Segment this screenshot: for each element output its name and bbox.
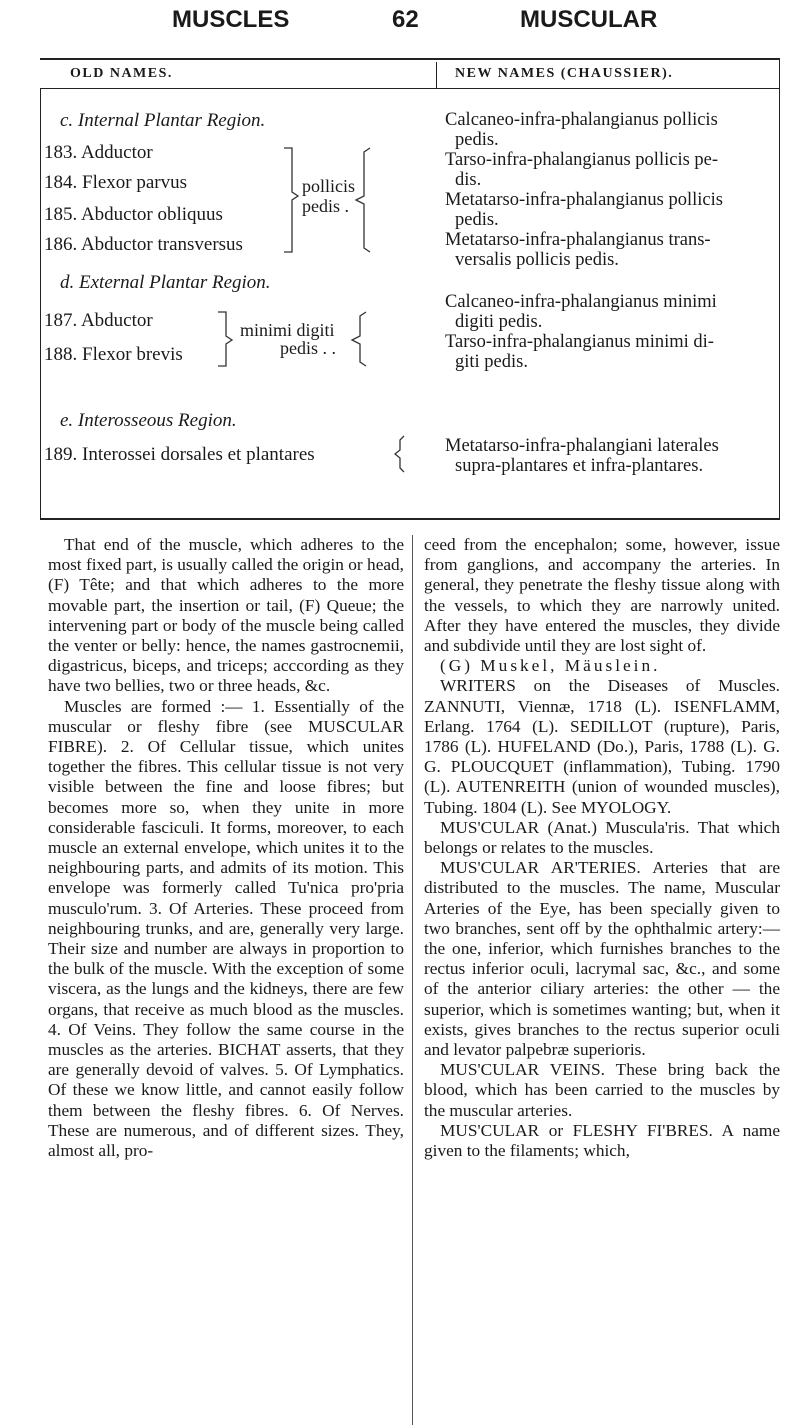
entry-189: 189. Interossei dorsales et plantares <box>44 444 315 465</box>
new-name-line: Calcaneo-infra-phalangianus minimi <box>445 292 717 312</box>
brace-group-c <box>278 144 378 256</box>
group-label-pedis: pedis . <box>302 196 349 216</box>
page-header <box>0 6 800 50</box>
right-column <box>424 535 780 1161</box>
body-columns <box>48 535 778 1425</box>
table-right-rule <box>779 58 780 518</box>
column-divider <box>412 535 413 1425</box>
entry-muscular-fibres: MUS'CULAR or FLESHY FI'BRES. A name given to the filaments; which, <box>424 1120 780 1161</box>
brace-group-d <box>212 310 372 370</box>
section-title-internal-plantar: c. Internal Plantar Region. <box>60 110 266 131</box>
entry-186: 186. Abductor transversus <box>44 234 243 255</box>
new-name-line: Metatarso-infra-phalangianus pollicis <box>445 190 723 210</box>
entry-muscular: MUS'CULAR (Anat.) Muscula'ris. That which belongs or relates to the muscles. <box>424 817 780 858</box>
section-title-external-plantar: d. External Plantar Region. <box>60 272 271 293</box>
new-names-interosseous <box>445 436 775 476</box>
new-names-header: NEW NAMES (CHAUSSIER). <box>455 66 674 81</box>
group-label-minimi-digiti: minimi digiti <box>240 320 335 340</box>
old-names-header: OLD NAMES. <box>70 66 173 81</box>
entry-muscular-veins: MUS'CULAR VEINS. These bring back the blood, which has been carried to the muscles by the muscular arteries. <box>424 1060 780 1120</box>
brace-group-e <box>392 434 408 474</box>
new-name-line: pedis. <box>455 210 499 230</box>
entry-187: 187. Abductor <box>44 310 153 331</box>
running-head-left: MUSCLES <box>172 6 290 33</box>
table-left-rule <box>40 88 41 518</box>
names-table <box>40 58 780 520</box>
new-name-line: Tarso-infra-phalangianus minimi di- <box>445 332 714 352</box>
table-head-rule <box>40 88 780 89</box>
new-names-internal-plantar <box>445 110 775 270</box>
new-name-line: digiti pedis. <box>455 312 543 332</box>
paragraph: That end of the muscle, which adheres to the most fixed part, is usually called the origin or head, (F) Tête; and that which adheres to the more movable part, the insertion or tail, (F) Queue; the intervening part or body of the muscle being called the venter or belly: hence, the names gastrocnemii, digastricus, biceps, and triceps; acccording as they have two bellies, two or three heads, &c. <box>48 535 404 696</box>
new-name-line: Metatarso-infra-phalangianus trans- <box>445 230 711 250</box>
entry-188: 188. Flexor brevis <box>44 344 183 365</box>
entry-184: 184. Flexor parvus <box>44 172 188 193</box>
paragraph: Muscles are formed :— 1. Essentially of the muscular or fleshy fibre (see MUSCULAR FIBRE). 2. Of Cellular tissue, which unites together the fibres. This cellular tissue is not very visible between the fine and loose fibres; but becomes more so, when they unite in more considerable fasciculi. It forms, moreover, to each muscle an external envelope, which unites it to the neighbouring parts, and admits of its motion. This envelope was formerly called Tu'nica pro'pria musculo'rum. 3. Of Arteries. These proceed from neighbouring trunks, and are, generally very large. Their size and number are always in proportion to the bulk of the muscle. With the exception of some viscera, as the lungs and the kidneys, there are few organs, that receive as much blood as the muscles. 4. Of Veins. They follow the same course in the muscles as the arteries. BICHAT asserts, that they are generally devoid of valves. 5. Of Lymphatics. Of these we know little, and cannot easily follow them between the fleshy fibres. 6. Of Nerves. These are numerous, and of different sizes. They, almost all, pro- <box>48 696 404 1161</box>
new-name-line: giti pedis. <box>455 352 528 372</box>
entry-183: 183. Adductor <box>44 142 153 163</box>
entry-muscular-arteries: MUS'CULAR AR'TERIES. Arteries that are distributed to the muscles. The name, Muscular Arteries of the Eye, has been specially given to two branches, sent off by the ophthalmic artery:— the one, inferior, which furnishes branches to the rectus inferior oculi, lacrymal sac, &c., and some of the anterior ciliary arteries: the other — the superior, which is sometimes wanting; but, when it exists, gives branches to the rectus superior oculi and levator palpebræ superioris. <box>424 858 780 1060</box>
paragraph: ceed from the encephalon; some, however, issue from ganglions, and accompany the arteries. In general, they penetrate the fleshy tissue along with the vessels, to which they are narrowly united. After they have entered the muscles, they divide and subdivide until they are lost sight of. <box>424 535 780 656</box>
new-name-line: Metatarso-infra-phalangiani laterales <box>445 436 719 456</box>
new-names-external-plantar <box>445 292 775 372</box>
group-label-pollicis: pollicis <box>302 176 355 196</box>
entry-185: 185. Abductor obliquus <box>44 204 223 225</box>
page-number: 62 <box>392 6 419 33</box>
running-head-right: MUSCULAR <box>520 6 658 33</box>
new-name-line: Calcaneo-infra-phalangianus pollicis <box>445 110 718 130</box>
group-label-pedis-d: pedis . . <box>280 338 336 358</box>
table-bottom-rule <box>40 518 780 520</box>
new-name-line: dis. <box>455 170 482 190</box>
new-name-line: pedis. <box>455 130 499 150</box>
left-column <box>48 535 404 1161</box>
table-head-divider <box>436 62 437 88</box>
new-name-line: Tarso-infra-phalangianus pollicis pe- <box>445 150 719 170</box>
new-name-line: supra-plantares et infra-plantares. <box>455 456 704 476</box>
paragraph-german: (G) Muskel, Mäuslein. <box>440 656 661 676</box>
section-title-interosseous: e. Interosseous Region. <box>60 410 237 431</box>
new-name-line: versalis pollicis pedis. <box>455 250 619 270</box>
paragraph-writers: WRITERS on the Diseases of Muscles. ZANNUTI, Viennæ, 1718 (L). ISENFLAMM, Erlang. 1764 (L). SEDILLOT (rupture), Paris, 1786 (L). HUFELAND (Do.), Paris, 1788 (L). G. G. PLOUCQUET (inflammation), Tubing. 1790 (L). AUTENREITH (union of wounded muscles), Tubing. 1804 (L). See MYOLOGY. <box>424 676 780 817</box>
table-top-rule <box>40 58 780 60</box>
